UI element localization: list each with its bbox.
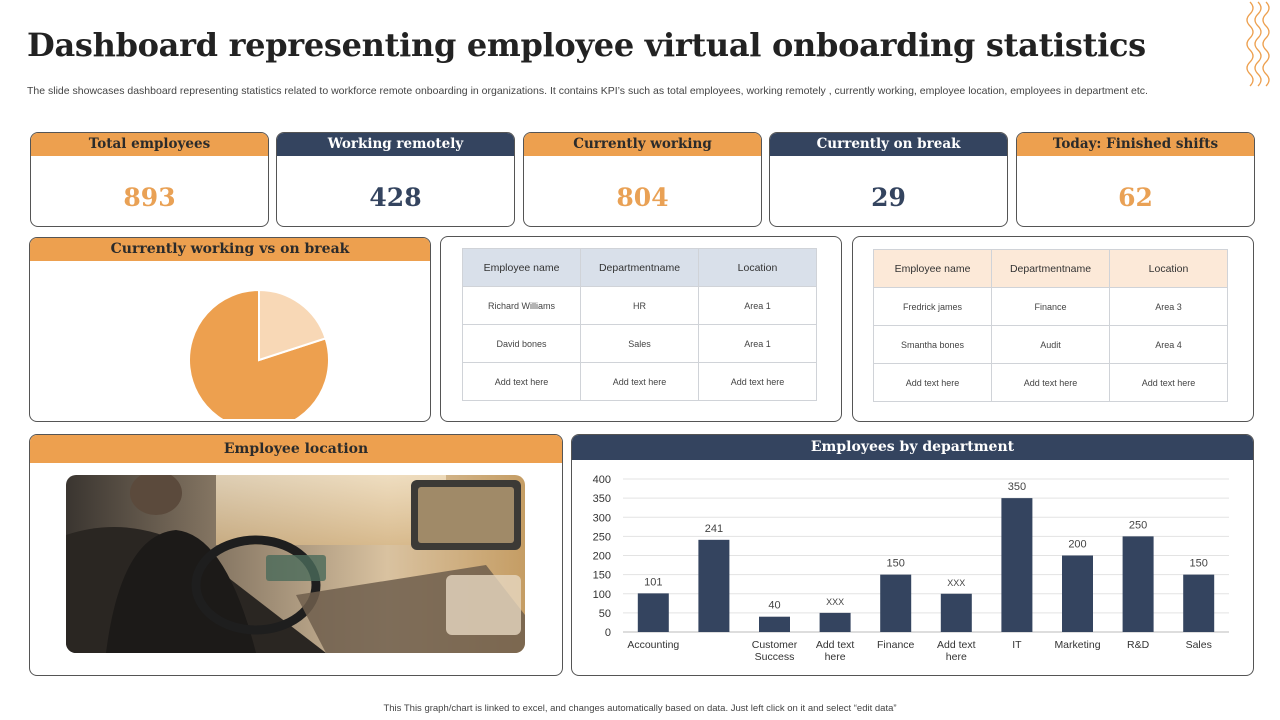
page-title: Dashboard representing employee virtual onboarding statistics [27, 26, 1146, 64]
kpi-card-total-employees [30, 132, 269, 227]
bar [698, 540, 729, 632]
table-cell: Area 3 [1110, 288, 1228, 326]
kpi-value: 893 [123, 183, 176, 212]
kpi-value: 29 [871, 183, 906, 212]
decorative-wave-icon [1244, 0, 1274, 90]
kpi-value: 62 [1118, 183, 1153, 212]
x-tick-label: Add text here [937, 639, 976, 663]
y-tick-label: 50 [598, 607, 611, 620]
pie-panel-title: Currently working vs on break [30, 238, 430, 261]
data-label: 40 [768, 599, 781, 612]
table-row [463, 363, 817, 401]
kpi-card-currently-working [523, 132, 762, 227]
table-row [874, 364, 1228, 402]
kpi-value: 428 [369, 183, 422, 212]
table-row [463, 325, 817, 363]
table-cell: Add text here [699, 363, 817, 401]
data-label: 350 [1007, 481, 1027, 494]
y-tick-label: 150 [592, 569, 611, 582]
x-tick-label: Sales [1185, 639, 1212, 651]
employee-location-panel [29, 434, 563, 676]
x-tick-label: IT [1012, 639, 1022, 651]
col-header-employee-name: Employee name [463, 249, 581, 287]
bar [941, 594, 972, 632]
bar [1001, 498, 1032, 632]
employee-table-2 [873, 249, 1228, 402]
bar [1183, 575, 1214, 632]
y-tick-label: 350 [592, 493, 611, 506]
table-cell: Add text here [992, 364, 1110, 402]
kpi-card-finished-shifts [1016, 132, 1255, 227]
kpi-card-currently-on-break [769, 132, 1008, 227]
employee-location-title: Employee location [30, 435, 562, 463]
employee-table-panel-1 [440, 236, 842, 422]
x-tick-label: Add text here [815, 639, 855, 663]
x-tick-label: Customer Success [751, 639, 798, 663]
y-tick-label: 200 [592, 550, 611, 563]
employee-table-1 [462, 248, 817, 401]
table-cell: Area 1 [699, 325, 817, 363]
table-cell: HR [581, 287, 699, 325]
bar [1062, 556, 1093, 633]
employees-by-department-panel [571, 434, 1254, 676]
y-tick-label: 0 [604, 627, 611, 639]
table-row [463, 287, 817, 325]
x-tick-label: Finance [877, 639, 915, 651]
col-header-location: Location [699, 249, 817, 287]
employee-table-panel-2 [852, 236, 1254, 422]
data-label: 150 [886, 557, 905, 570]
kpi-value: 804 [616, 183, 669, 212]
pie-chart [30, 261, 430, 419]
data-label: XXX [826, 596, 845, 607]
x-tick-label: R&D [1127, 639, 1150, 651]
table-cell: Add text here [463, 363, 581, 401]
table-cell: Area 1 [699, 287, 817, 325]
y-tick-label: 300 [592, 512, 611, 525]
table-cell: David bones [463, 325, 581, 363]
x-tick-label: Marketing [1054, 639, 1101, 651]
kpi-label: Total employees [31, 133, 268, 156]
bar [880, 575, 911, 632]
pie-panel [29, 237, 431, 422]
footer-note: This This graph/chart is linked to excel, and changes automatically based on data. Just left click on it and select “edit data” [383, 703, 897, 714]
data-label: 200 [1068, 538, 1087, 551]
table-cell: Richard Williams [463, 287, 581, 325]
x-tick-label: Accounting [627, 639, 680, 651]
table-row [874, 288, 1228, 326]
col-header-department: Departmentname [992, 250, 1110, 288]
table-cell: Add text here [1110, 364, 1228, 402]
bar [759, 617, 790, 632]
table-cell: Area 4 [1110, 326, 1228, 364]
table-cell: Finance [992, 288, 1110, 326]
kpi-label: Currently on break [770, 133, 1007, 156]
table-row [874, 326, 1228, 364]
table-cell: Sales [581, 325, 699, 363]
kpi-label: Currently working [524, 133, 761, 156]
table-cell: Add text here [874, 364, 992, 402]
kpi-card-working-remotely [276, 132, 515, 227]
bar [638, 593, 669, 632]
y-tick-label: 100 [592, 588, 611, 601]
col-header-location: Location [1110, 250, 1228, 288]
bar [820, 613, 851, 632]
employee-location-photo [66, 475, 525, 653]
data-label: 101 [644, 576, 663, 589]
data-label: 150 [1189, 557, 1208, 570]
dept-chart-title: Employees by department [572, 435, 1253, 460]
table-cell: Add text here [581, 363, 699, 401]
data-label: 250 [1128, 519, 1148, 532]
page-subtitle: The slide showcases dashboard representing statistics related to workforce remote onboarding in organizations. It contains KPI’s such as total employees, working remotely , currently working, employee location, employees in department etc. [27, 85, 1148, 97]
bar-chart [572, 460, 1253, 674]
bar [1123, 536, 1154, 632]
data-label: 241 [704, 522, 724, 535]
col-header-employee-name: Employee name [874, 250, 992, 288]
col-header-department: Departmentname [581, 249, 699, 287]
table-cell: Fredrick james [874, 288, 992, 326]
y-tick-label: 400 [592, 474, 611, 486]
kpi-label: Today: Finished shifts [1017, 133, 1254, 156]
y-tick-label: 250 [592, 531, 611, 544]
kpi-label: Working remotely [277, 133, 514, 156]
table-cell: Smantha bones [874, 326, 992, 364]
table-cell: Audit [992, 326, 1110, 364]
data-label: XXX [947, 577, 966, 588]
